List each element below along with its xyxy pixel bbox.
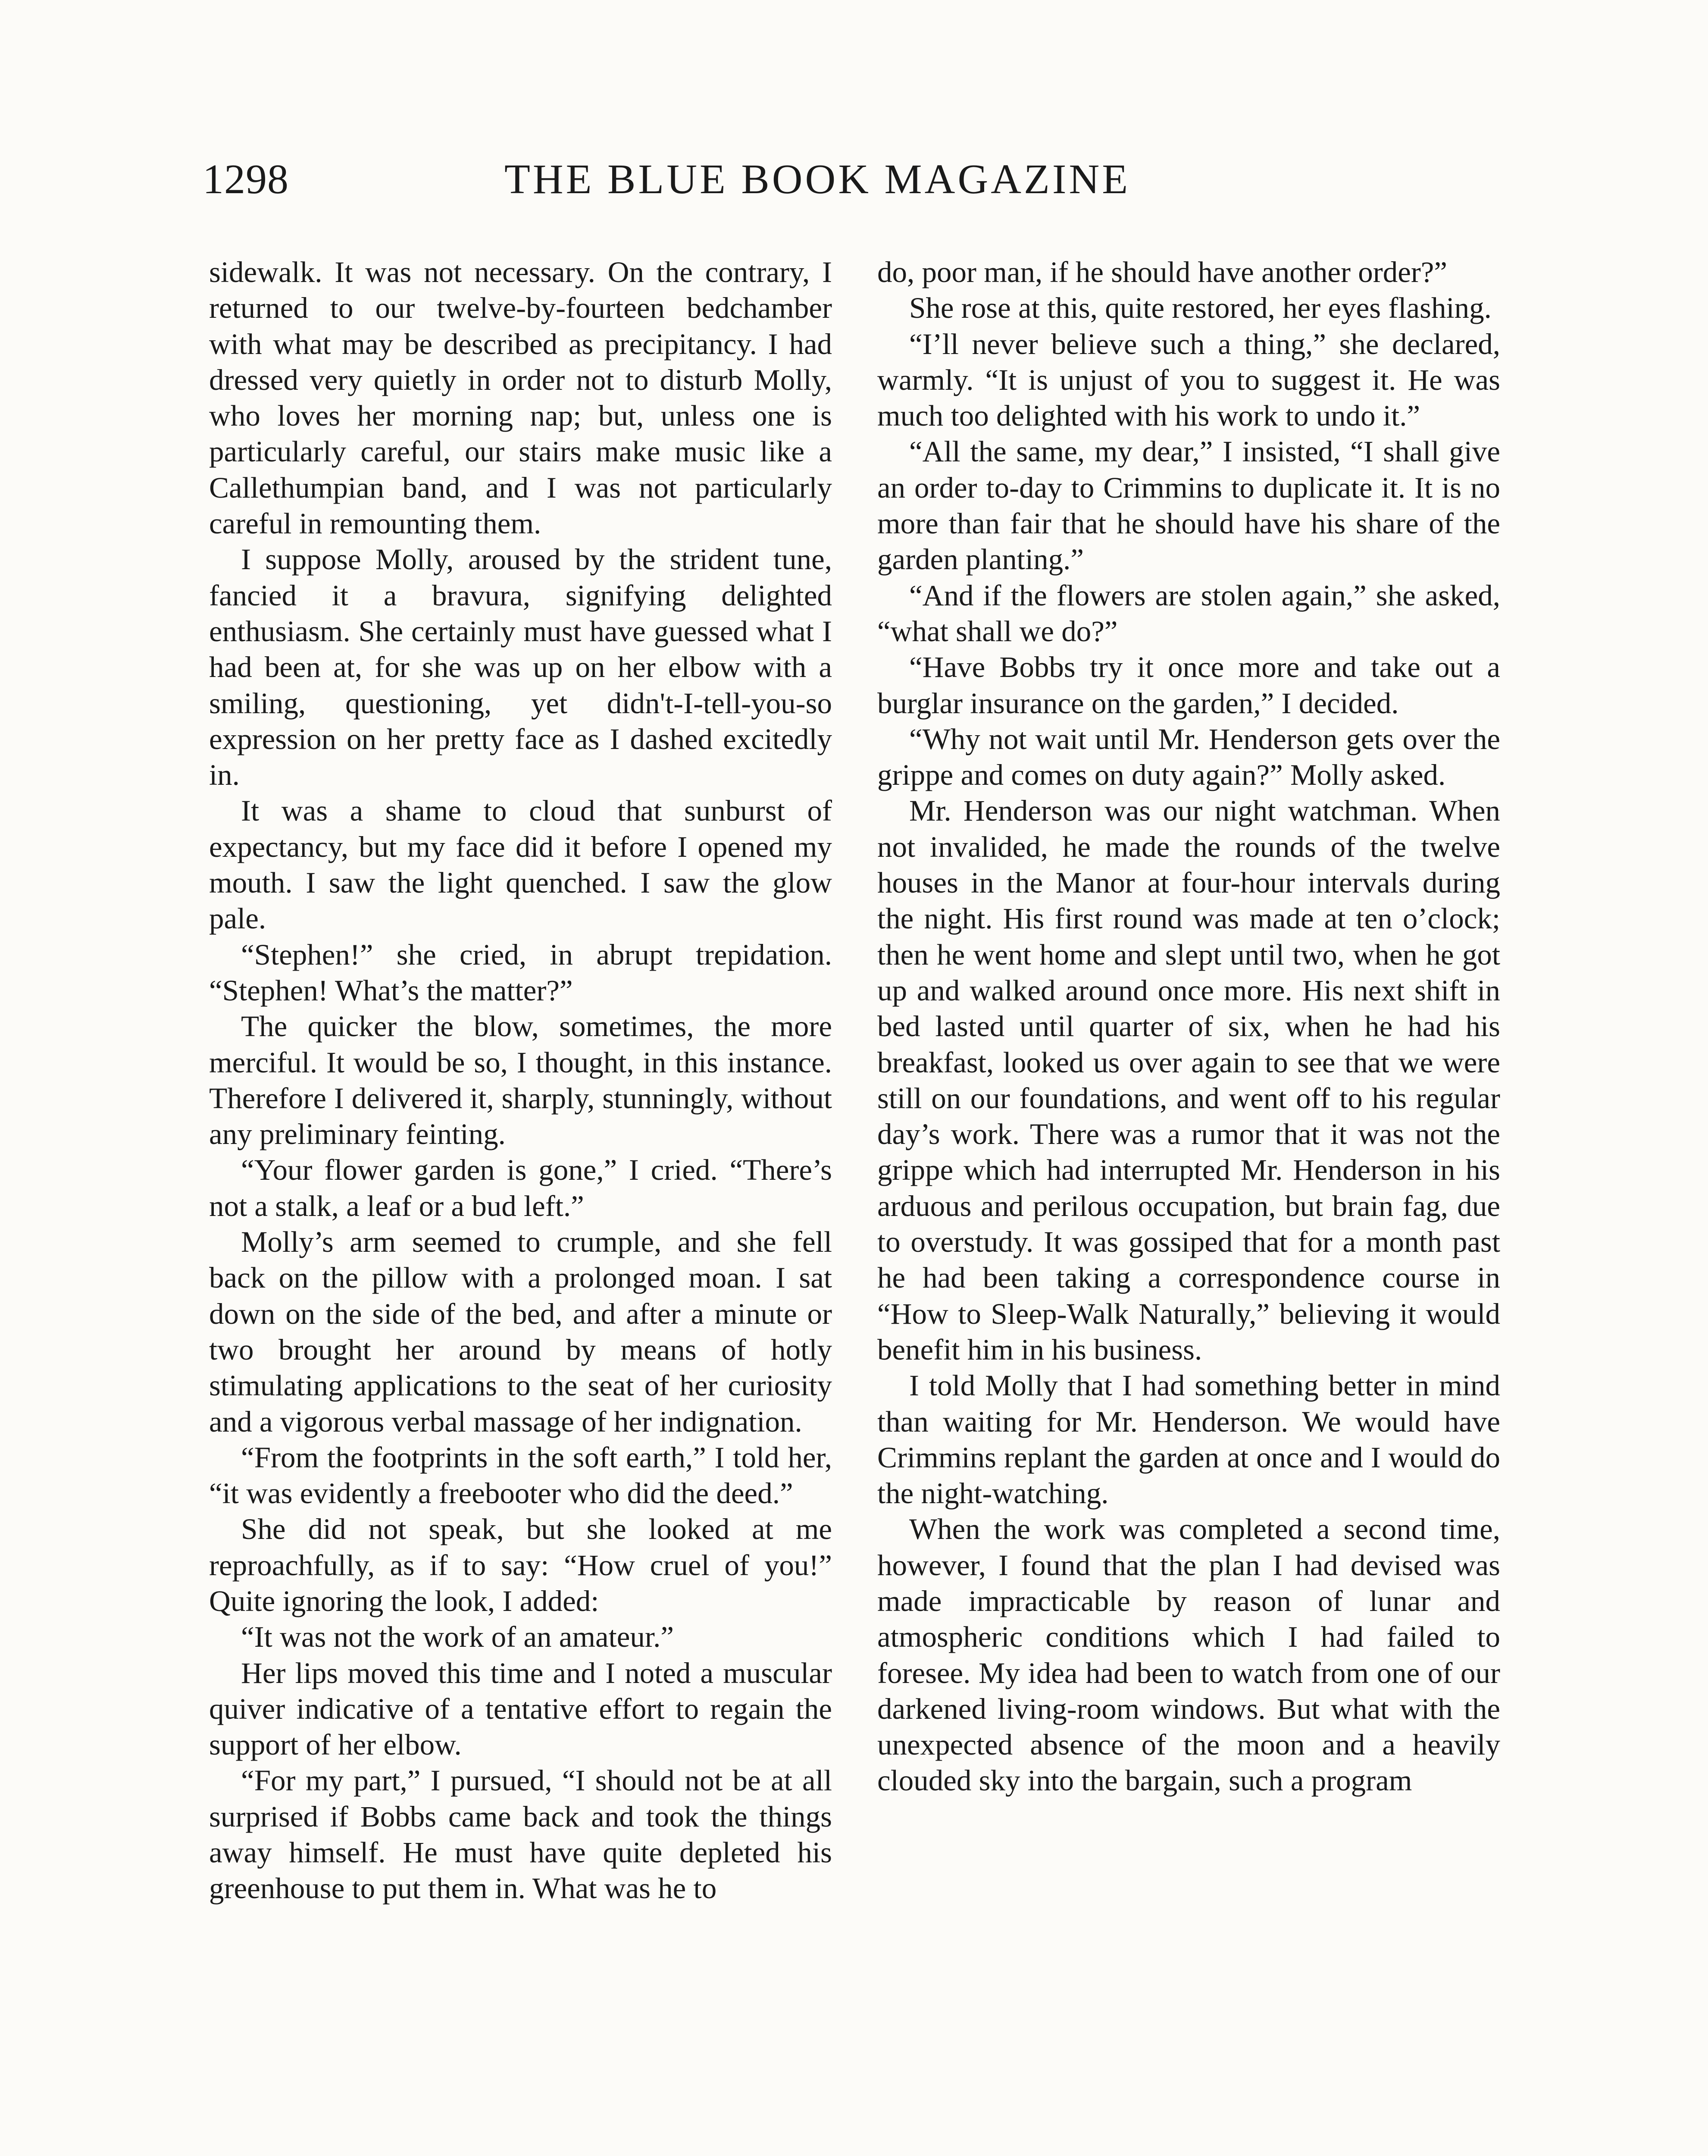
paragraph: “For my part,” I pursued, “I should not be at all surprised if Bobbs came back and took the things away himself. He must have quite depleted his greenhouse to put them in. What was he to — [209, 1764, 832, 1905]
paragraph: I told Molly that I had something better in mind than waiting for Mr. Henderson. We would have Crimmins replant the garden at once and I would do the night-watching. — [877, 1369, 1500, 1510]
paragraph: “Stephen!” she cried, in abrupt trepidation. “Stephen! What’s the matter?” — [209, 938, 832, 1007]
paragraph: Her lips moved this time and I noted a muscular quiver indicative of a tentative effort to regain the support of her elbow. — [209, 1656, 832, 1761]
paragraph: It was a shame to cloud that sunburst of expectancy, but my face did it before I opened my mouth. I saw the light quenched. I saw the glow pale. — [209, 794, 832, 935]
paragraph: “All the same, my dear,” I insisted, “I shall give an order to-day to Crimmins to duplicate it. It is no more than fair that he should have his share of the garden planting.” — [877, 435, 1500, 576]
text-column-left — [209, 254, 832, 1907]
paragraph: The quicker the blow, sometimes, the more merciful. It would be so, I thought, in this instance. Therefore I delivered it, sharply, stunningly, without any preliminary feinting. — [209, 1010, 832, 1151]
paragraph: “It was not the work of an amateur.” — [241, 1620, 674, 1654]
paragraph: “From the footprints in the soft earth,” I told her, “it was evidently a freebooter who did the deed.” — [209, 1441, 832, 1510]
paragraph: “Have Bobbs try it once more and take out a burglar insurance on the garden,” I decided. — [877, 651, 1500, 720]
paragraph: “And if the flowers are stolen again,” she asked, “what shall we do?” — [877, 579, 1500, 648]
paragraph: Molly’s arm seemed to crumple, and she fell back on the pillow with a prolonged moan. I sat down on the side of the bed, and after a minute or two brought her around by means of hotly stimulating applications to the seat of her curiosity and a vigorous verbal massage of her indignation. — [209, 1225, 832, 1438]
paragraph: Mr. Henderson was our night watchman. When not invalided, he made the rounds of the twelve houses in the Manor at four-hour intervals during the night. His first round was made at ten o’clock; then he went home and slept until two, when he got up and walked around once more. His next shift in bed lasted until quarter of six, when he had his breakfast, looked us over again to see that we were still on our foundations, and went off to his regular day’s work. There was a rumor that it was not the grippe which had interrupted Mr. Henderson in his arduous and perilous occupation, but brain fag, due to overstudy. It was gossiped that for a month past he had been taking a correspondence course in “How to Sleep-Walk Naturally,” believing it would benefit him in his business. — [877, 794, 1500, 1366]
paragraph: When the work was completed a second time, however, I found that the plan I had devised was made impracticable by reason of lunar and atmospheric conditions which I had failed to foresee. My idea had been to watch from one of our darkened living-room windows. But what with the unexpected absence of the moon and a heavily clouded sky into the bargain, such a program — [877, 1513, 1500, 1797]
paragraph: I suppose Molly, aroused by the strident tune, fancied it a bravura, signifying delighted enthusiasm. She certainly must have guessed what I had been at, for she was up on her elbow with a smiling, questioning, yet didn't-I-tell-you-so expression on her pretty face as I dashed excitedly in. — [209, 543, 832, 792]
text-column-right — [877, 254, 1500, 1799]
paragraph: She did not speak, but she looked at me reproachfully, as if to say: “How cruel of you!” Quite ignoring the look, I added: — [209, 1513, 832, 1617]
paragraph: “I’ll never believe such a thing,” she declared, warmly. “It is unjust of you to suggest it. He was much too delighted with his work to undo it.” — [877, 327, 1500, 432]
paragraph: sidewalk. It was not necessary. On the contrary, I returned to our twelve-by-fourteen bedchamber with what may be described as precipitancy. I had dressed very quietly in order not to disturb Molly, who loves her morning nap; but, unless one is particularly careful, our stairs make music like a Callethumpian band, and I was not particularly careful in remounting them. — [209, 256, 832, 540]
page-number: 1298 — [203, 156, 289, 203]
page-header — [203, 155, 1470, 220]
paragraph: She rose at this, quite restored, her eyes flashing. — [909, 291, 1492, 325]
running-title: THE BLUE BOOK MAGAZINE — [504, 156, 1131, 203]
paragraph: “Your flower garden is gone,” I cried. “There’s not a stalk, a leaf or a bud left.” — [209, 1153, 832, 1222]
paragraph: do, poor man, if he should have another order?” — [877, 256, 1448, 288]
paragraph: “Why not wait until Mr. Henderson gets over the grippe and comes on duty again?” Molly asked. — [877, 722, 1500, 792]
